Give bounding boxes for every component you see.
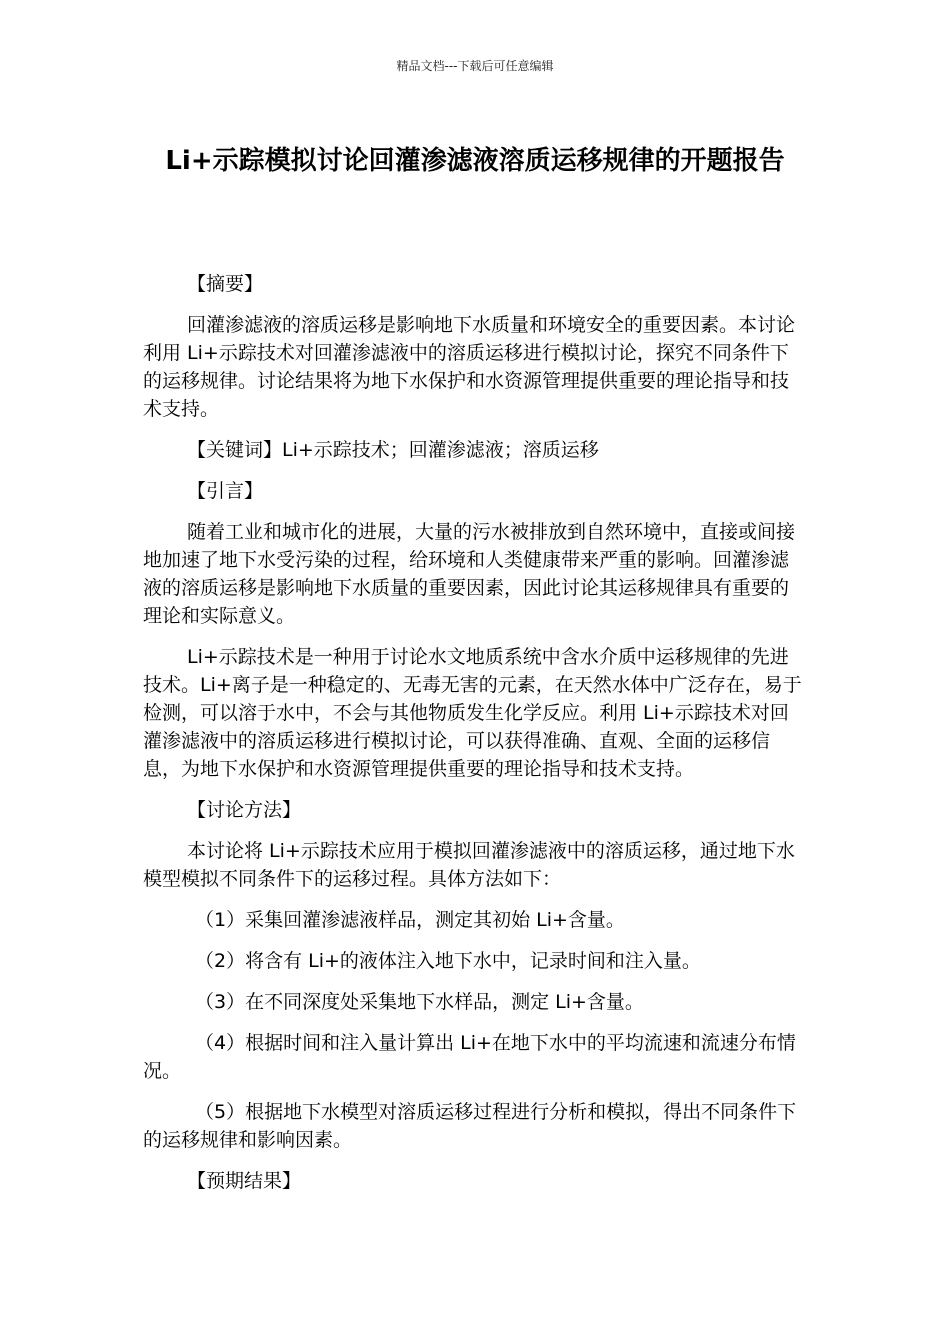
document-body [143, 270, 807, 1208]
method-step: （5）根据地下水模型对溶质运移过程进行分析和模拟，得出不同条件下的运移规律和影响因素。 [143, 1101, 797, 1151]
abstract-heading: 【摘要】 [187, 273, 264, 295]
method-step: （4）根据时间和注入量计算出 Li+在地下水中的平均流速和流速分布情况。 [143, 1032, 796, 1082]
method-step: （3）在不同深度处采集地下水样品，测定 Li+含量。 [195, 991, 644, 1013]
keywords-line: 【关键词】Li+示踪技术；回灌渗滤液；溶质运移 [187, 439, 599, 461]
document-title: Li+示踪模拟讨论回灌渗滤液溶质运移规律的开题报告 [165, 146, 785, 176]
header-note: 精品文档---下载后可任意编辑 [396, 59, 554, 73]
abstract-paragraph: 回灌渗滤液的溶质运移是影响地下水质量和环境安全的重要因素。本讨论利用 Li+示踪技术对回灌渗滤液中的溶质运移进行模拟讨论，探究不同条件下的运移规律。讨论结果将为地下水保护和水资源管理提供重要的理论指导和技术支持。 [143, 314, 796, 420]
method-intro-paragraph: 本讨论将 Li+示踪技术应用于模拟回灌渗滤液中的溶质运移，通过地下水模型模拟不同条件下的运移过程。具体方法如下： [143, 840, 795, 890]
introduction-heading: 【引言】 [187, 480, 264, 502]
method-step: （2）将含有 Li+的液体注入地下水中，记录时间和注入量。 [195, 950, 701, 972]
introduction-paragraph-2: Li+示踪技术是一种用于讨论水文地质系统中含水介质中运移规律的先进技术。Li+离子是一种稳定的、无毒无害的元素，在天然水体中广泛存在，易于检测，可以溶于水中，不会与其他物质发生化学反应。利用 Li+示踪技术对回灌渗滤液中的溶质运移进行模拟讨论，可以获得准确、直观、全面的运移信息，为地下水保护和水资源管理提供重要的理论指导和技术支持。 [143, 646, 802, 780]
expected-results-heading: 【预期结果】 [187, 1170, 302, 1192]
method-step: （1）采集回灌渗滤液样品，测定其初始 Li+含量。 [195, 909, 625, 931]
method-heading: 【讨论方法】 [187, 799, 302, 821]
introduction-paragraph-1: 随着工业和城市化的进展，大量的污水被排放到自然环境中，直接或间接地加速了地下水受污染的过程，给环境和人类健康带来严重的影响。回灌渗滤液的溶质运移是影响地下水质量的重要因素，因此讨论其运移规律具有重要的理论和实际意义。 [143, 521, 796, 627]
